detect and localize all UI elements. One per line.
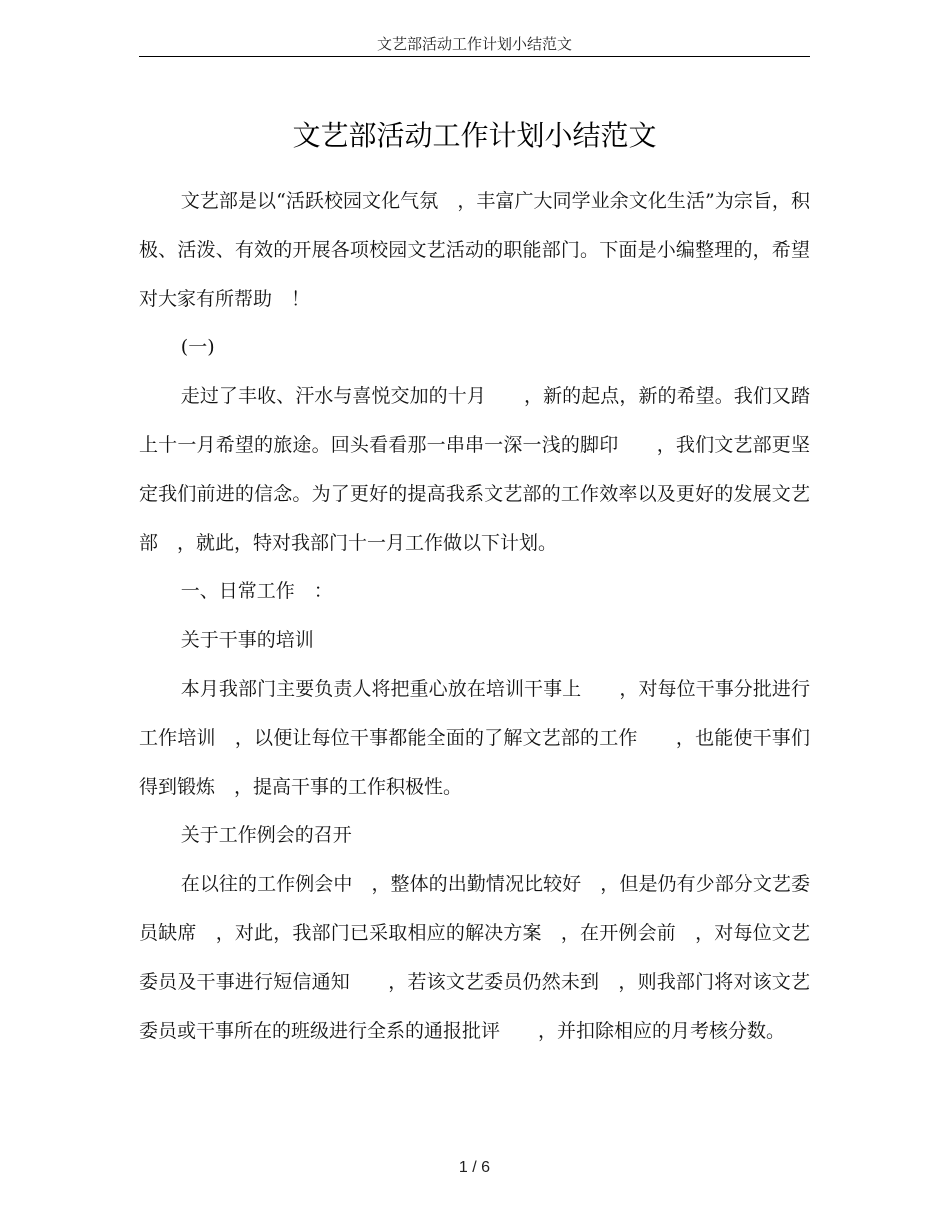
- document-title: 文艺部活动工作计划小结范文: [292, 119, 657, 152]
- page-number: 1 / 6: [458, 1159, 491, 1176]
- subheading-staff-training: 关于干事的培训: [180, 629, 314, 652]
- document-body: [139, 177, 810, 1055]
- heading-daily-work: 一、日常工作 ：: [180, 580, 333, 603]
- paragraph-staff-training: 本月我部门主要负责人将把重心放在培训干事上 ，对每位干事分批进行工作培训 ，以便让每位干事都能全面的了解文艺部的工作 ，也能使干事们得到锻炼 ，提高干事的工作积极性。: [139, 677, 810, 798]
- section-marker: (一): [180, 336, 215, 359]
- paragraph-regular-meetings: 在以往的工作例会中 ，整体的出勤情况比较好 ，但是仍有少部分文艺委员缺席 ，对此，我部门已采取相应的解决方案 ，在开例会前 ，对每位文艺委员及干事进行短信通知 ，若该文艺委员仍然未到 ，则我部门将对该文艺委员或干事所在的班级进行全系的通报批评 ，并扣除相应的月考核分数。: [139, 873, 810, 1042]
- subheading-regular-meetings: 关于工作例会的召开: [180, 824, 352, 847]
- running-header: 文艺部活动工作计划小结范文: [376, 35, 572, 53]
- header-divider: [139, 56, 810, 57]
- paragraph-intro: 文艺部是以“活跃校园文化气氛 ，丰富广大同学业余文化生活”为宗旨，积极、活泼、有效的开展各项校园文艺活动的职能部门。下面是小编整理的，希望对大家有所帮助 ！: [139, 190, 810, 310]
- paragraph-november-plan: 走过了丰收、汗水与喜悦交加的十月 ，新的起点，新的希望。我们又踏上十一月希望的旅途。回头看看那一串串一深一浅的脚印 ，我们文艺部更坚定我们前进的信念。为了更好的提高我系文艺部的工作效率以及更好的发展文艺部 ，就此，特对我部门十一月工作做以下计划。: [139, 385, 810, 554]
